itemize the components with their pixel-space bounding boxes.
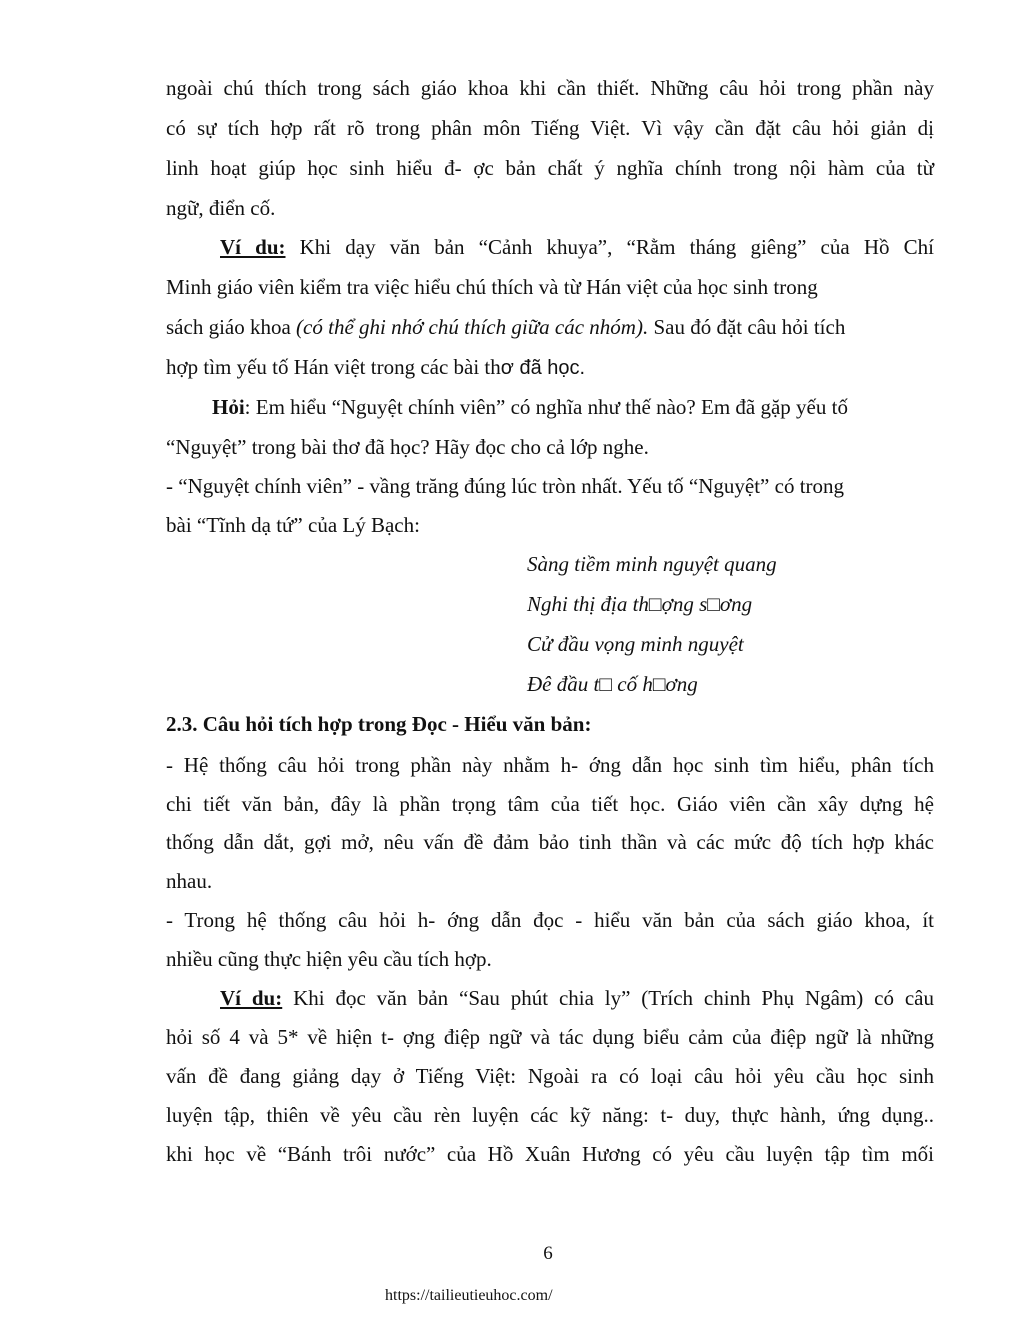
paragraph-line: linh hoạt giúp học sinh hiểu đ- ợc bản chất ý nghĩa chính trong nội hàm của từ	[166, 156, 934, 180]
bullet-1-line-2: chi tiết văn bản, đây là phần trọng tâm của tiết học. Giáo viên cần xây dựng hệ	[166, 792, 934, 816]
example-2-line-1	[166, 984, 934, 1012]
example-2-line-4: luyện tập, thiên về yêu cầu rèn luyện các kỹ năng: t- duy, thực hành, ứng dụng..	[166, 1103, 934, 1127]
example-text: ơ đã học.	[500, 357, 586, 379]
question-text: : Em hiểu “Nguyệt chính viên” có nghĩa như thế nào? Em đã gặp yếu tố	[244, 395, 848, 419]
example-1-line-1	[166, 233, 934, 261]
question-line-1	[166, 393, 934, 421]
question-label: Hỏi	[212, 395, 245, 419]
question-line-2: “Nguyệt” trong bài thơ đã học? Hãy đọc cho cả lớp nghe.	[166, 435, 649, 459]
example-text: sách giáo khoa	[166, 315, 297, 339]
paragraph-line: ngữ, điển cố.	[166, 196, 276, 220]
footer-url[interactable]: https://tailieutieuhoc.com/	[385, 1287, 553, 1304]
example-text: Khi dạy văn bản “Cảnh khuya”, “Rằm tháng giêng” của Hồ Chí	[285, 235, 934, 259]
bullet-1-line-4: nhau.	[166, 869, 213, 893]
poem-line: Cử đầu vọng minh nguyệt	[527, 632, 744, 656]
poem-line: Sàng tiềm minh nguyệt quang	[527, 552, 777, 576]
bullet-2-line-1: - Trong hệ thống câu hỏi h- ớng dẫn đọc - hiểu văn bản của sách giáo khoa, ít	[166, 908, 934, 932]
example-note: (có thể ghi nhớ chú thích giữa các nhóm).	[296, 315, 649, 339]
paragraph-line: ngoài chú thích trong sách giáo khoa khi cần thiết. Những câu hỏi trong phần này	[166, 76, 934, 100]
bullet-1-line-3: thống dẫn dắt, gợi mở, nêu vấn đề đảm bảo tinh thần và các mức độ tích hợp khác	[166, 830, 934, 854]
example-text: hợp tìm yếu tố Hán việt trong các bài th	[166, 355, 501, 379]
poem-line: Nghi thị địa th□ợng s□ơng	[527, 592, 753, 616]
bullet-1-line-1: - Hệ thống câu hỏi trong phần này nhằm h- ớng dẫn học sinh tìm hiểu, phân tích	[166, 753, 934, 777]
example-label: Ví du:	[220, 986, 283, 1010]
example-2-line-5: khi học về “Bánh trôi nước” của Hồ Xuân Hương có yêu cầu luyện tập tìm mối	[166, 1142, 934, 1166]
example-1-line-2: Minh giáo viên kiểm tra việc hiểu chú thích và từ Hán việt của học sinh trong	[166, 275, 818, 299]
example-1-line-4	[166, 353, 934, 382]
example-2-line-3: vấn đề đang giảng dạy ở Tiếng Việt: Ngoài ra có loại câu hỏi yêu cầu học sinh	[166, 1064, 934, 1088]
page-number: 6	[543, 1243, 553, 1264]
poem-line: Đê đầu t□ cố h□ơng	[527, 672, 698, 696]
example-2-line-2: hỏi số 4 và 5* về hiện t- ợng điệp ngữ và tác dụng biểu cảm của điệp ngữ là những	[166, 1025, 934, 1049]
paragraph-line: có sự tích hợp rất rõ trong phân môn Tiếng Việt. Vì vậy cần đặt câu hỏi giản dị	[166, 116, 934, 140]
example-label: Ví du:	[220, 235, 286, 259]
example-text: Sau đó đặt câu hỏi tích	[648, 315, 846, 339]
example-text: Khi đọc văn bản “Sau phút chia ly” (Trích chinh Phụ Ngâm) có câu	[282, 986, 935, 1010]
section-heading: 2.3. Câu hỏi tích hợp trong Đọc - Hiểu văn bản:	[166, 712, 592, 736]
answer-line-1: - “Nguyệt chính viên” - vầng trăng đúng lúc tròn nhất. Yếu tố “Nguyệt” có trong	[166, 474, 845, 498]
bullet-2-line-2: nhiều cũng thực hiện yêu cầu tích hợp.	[166, 947, 492, 971]
example-1-line-3	[166, 313, 934, 341]
answer-line-2: bài “Tĩnh dạ tứ” của Lý Bạch:	[166, 513, 420, 537]
